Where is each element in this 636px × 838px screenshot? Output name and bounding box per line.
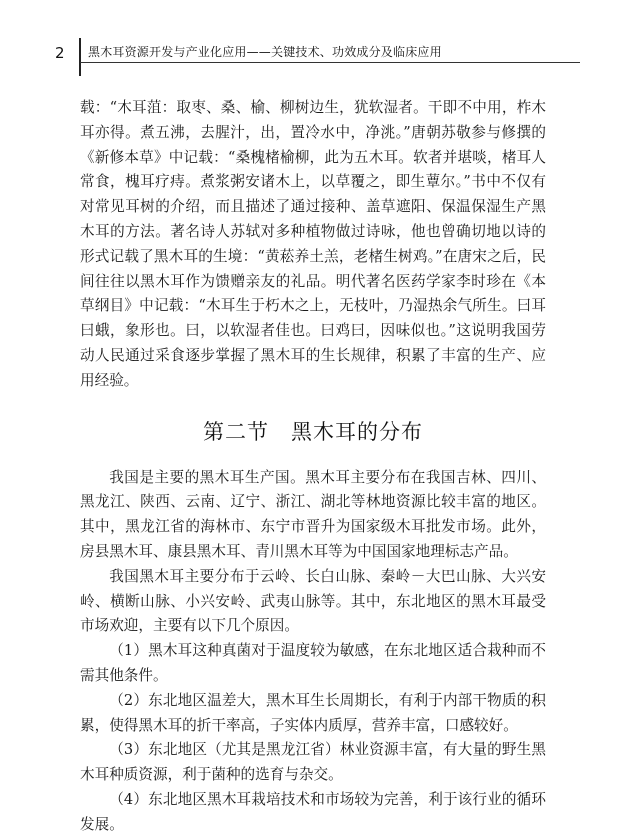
header-horizontal-rule bbox=[80, 62, 580, 63]
list-item: （3）东北地区（尤其是黑龙江省）林业资源丰富，有大量的野生黑木耳种质资源，利于菌种的选育与杂交。 bbox=[80, 741, 546, 784]
list-item: （1）黑木耳这种真菌对于温度较为敏感，在东北地区适合栽种而不需其他条件。 bbox=[80, 642, 546, 684]
body-paragraph: 我国是主要的黑木耳生产国。黑木耳主要分布在我国吉林、四川、黑龙江、陕西、云南、辽宁、浙江、湖北等林地资源比较丰富的地区。其中，黑龙江省的海林市、东宁市晋升为国家级木耳批发市场。此外，房县黑木耳、康县黑木耳、青川黑木耳等为中国国家地理标志产品。 bbox=[80, 468, 546, 560]
page-header bbox=[0, 36, 636, 76]
page-body bbox=[80, 96, 546, 838]
header-vertical-rule bbox=[79, 38, 81, 76]
body-paragraph: 我国黑木耳主要分布于云岭、长白山脉、秦岭－大巴山脉、大兴安岭、横断山脉、小兴安岭、武夷山脉等。其中，东北地区的黑木耳最受市场欢迎，主要有以下几个原因。 bbox=[80, 567, 546, 635]
body-paragraph: 载：“木耳菹：取枣、桑、榆、柳树边生，犹软湿者。干即不中用，柞木耳亦得。煮五沸，去腥汁，出，置冷水中，净洮。”唐朝苏敬参与修撰的《新修本草》中记载：“桑槐楮榆柳，此为五木耳。软者并堪啖，楮耳人常食，槐耳疗痔。煮浆粥安诸木上，以草覆之，即生蕈尔。”书中不仅有对常见耳树的介绍，而且描述了通过接种、盖草遮阳、保温保湿生产黑木耳的方法。著名诗人苏轼对多种植物做过诗咏，他也曾确切地以诗的形式记载了黑木耳的生境：“黄菘养土羔，老楮生树鸡。”在唐宋之后，民间往往以黑木耳作为馈赠亲友的礼品。明代著名医药学家李时珍在《本草纲目》中记载：“木耳生于朽木之上，无枝叶，乃湿热余气所生。曰耳曰蛾，象形也。曰，以软湿者佳也。曰鸡曰，因味似也。”这说明我国劳动人民通过采食逐步掌握了黑木耳的生长规律，积累了丰富的生产、应用经验。 bbox=[80, 99, 546, 389]
list-item: （4）东北地区黑木耳栽培技术和市场较为完善，利于该行业的循环发展。 bbox=[80, 790, 546, 833]
page-number: 2 bbox=[55, 44, 65, 62]
section-title: 黑木耳的分布 bbox=[291, 419, 423, 444]
running-title: 黑木耳资源开发与产业化应用——关键技术、功效成分及临床应用 bbox=[88, 45, 442, 59]
section-number: 第二节 bbox=[203, 419, 269, 444]
section-heading bbox=[80, 416, 546, 446]
list-item: （2）东北地区温差大，黑木耳生长周期长，有利于内部干物质的积累，使得黑木耳的折干率高，子实体内质厚，营养丰富，口感较好。 bbox=[80, 691, 546, 734]
